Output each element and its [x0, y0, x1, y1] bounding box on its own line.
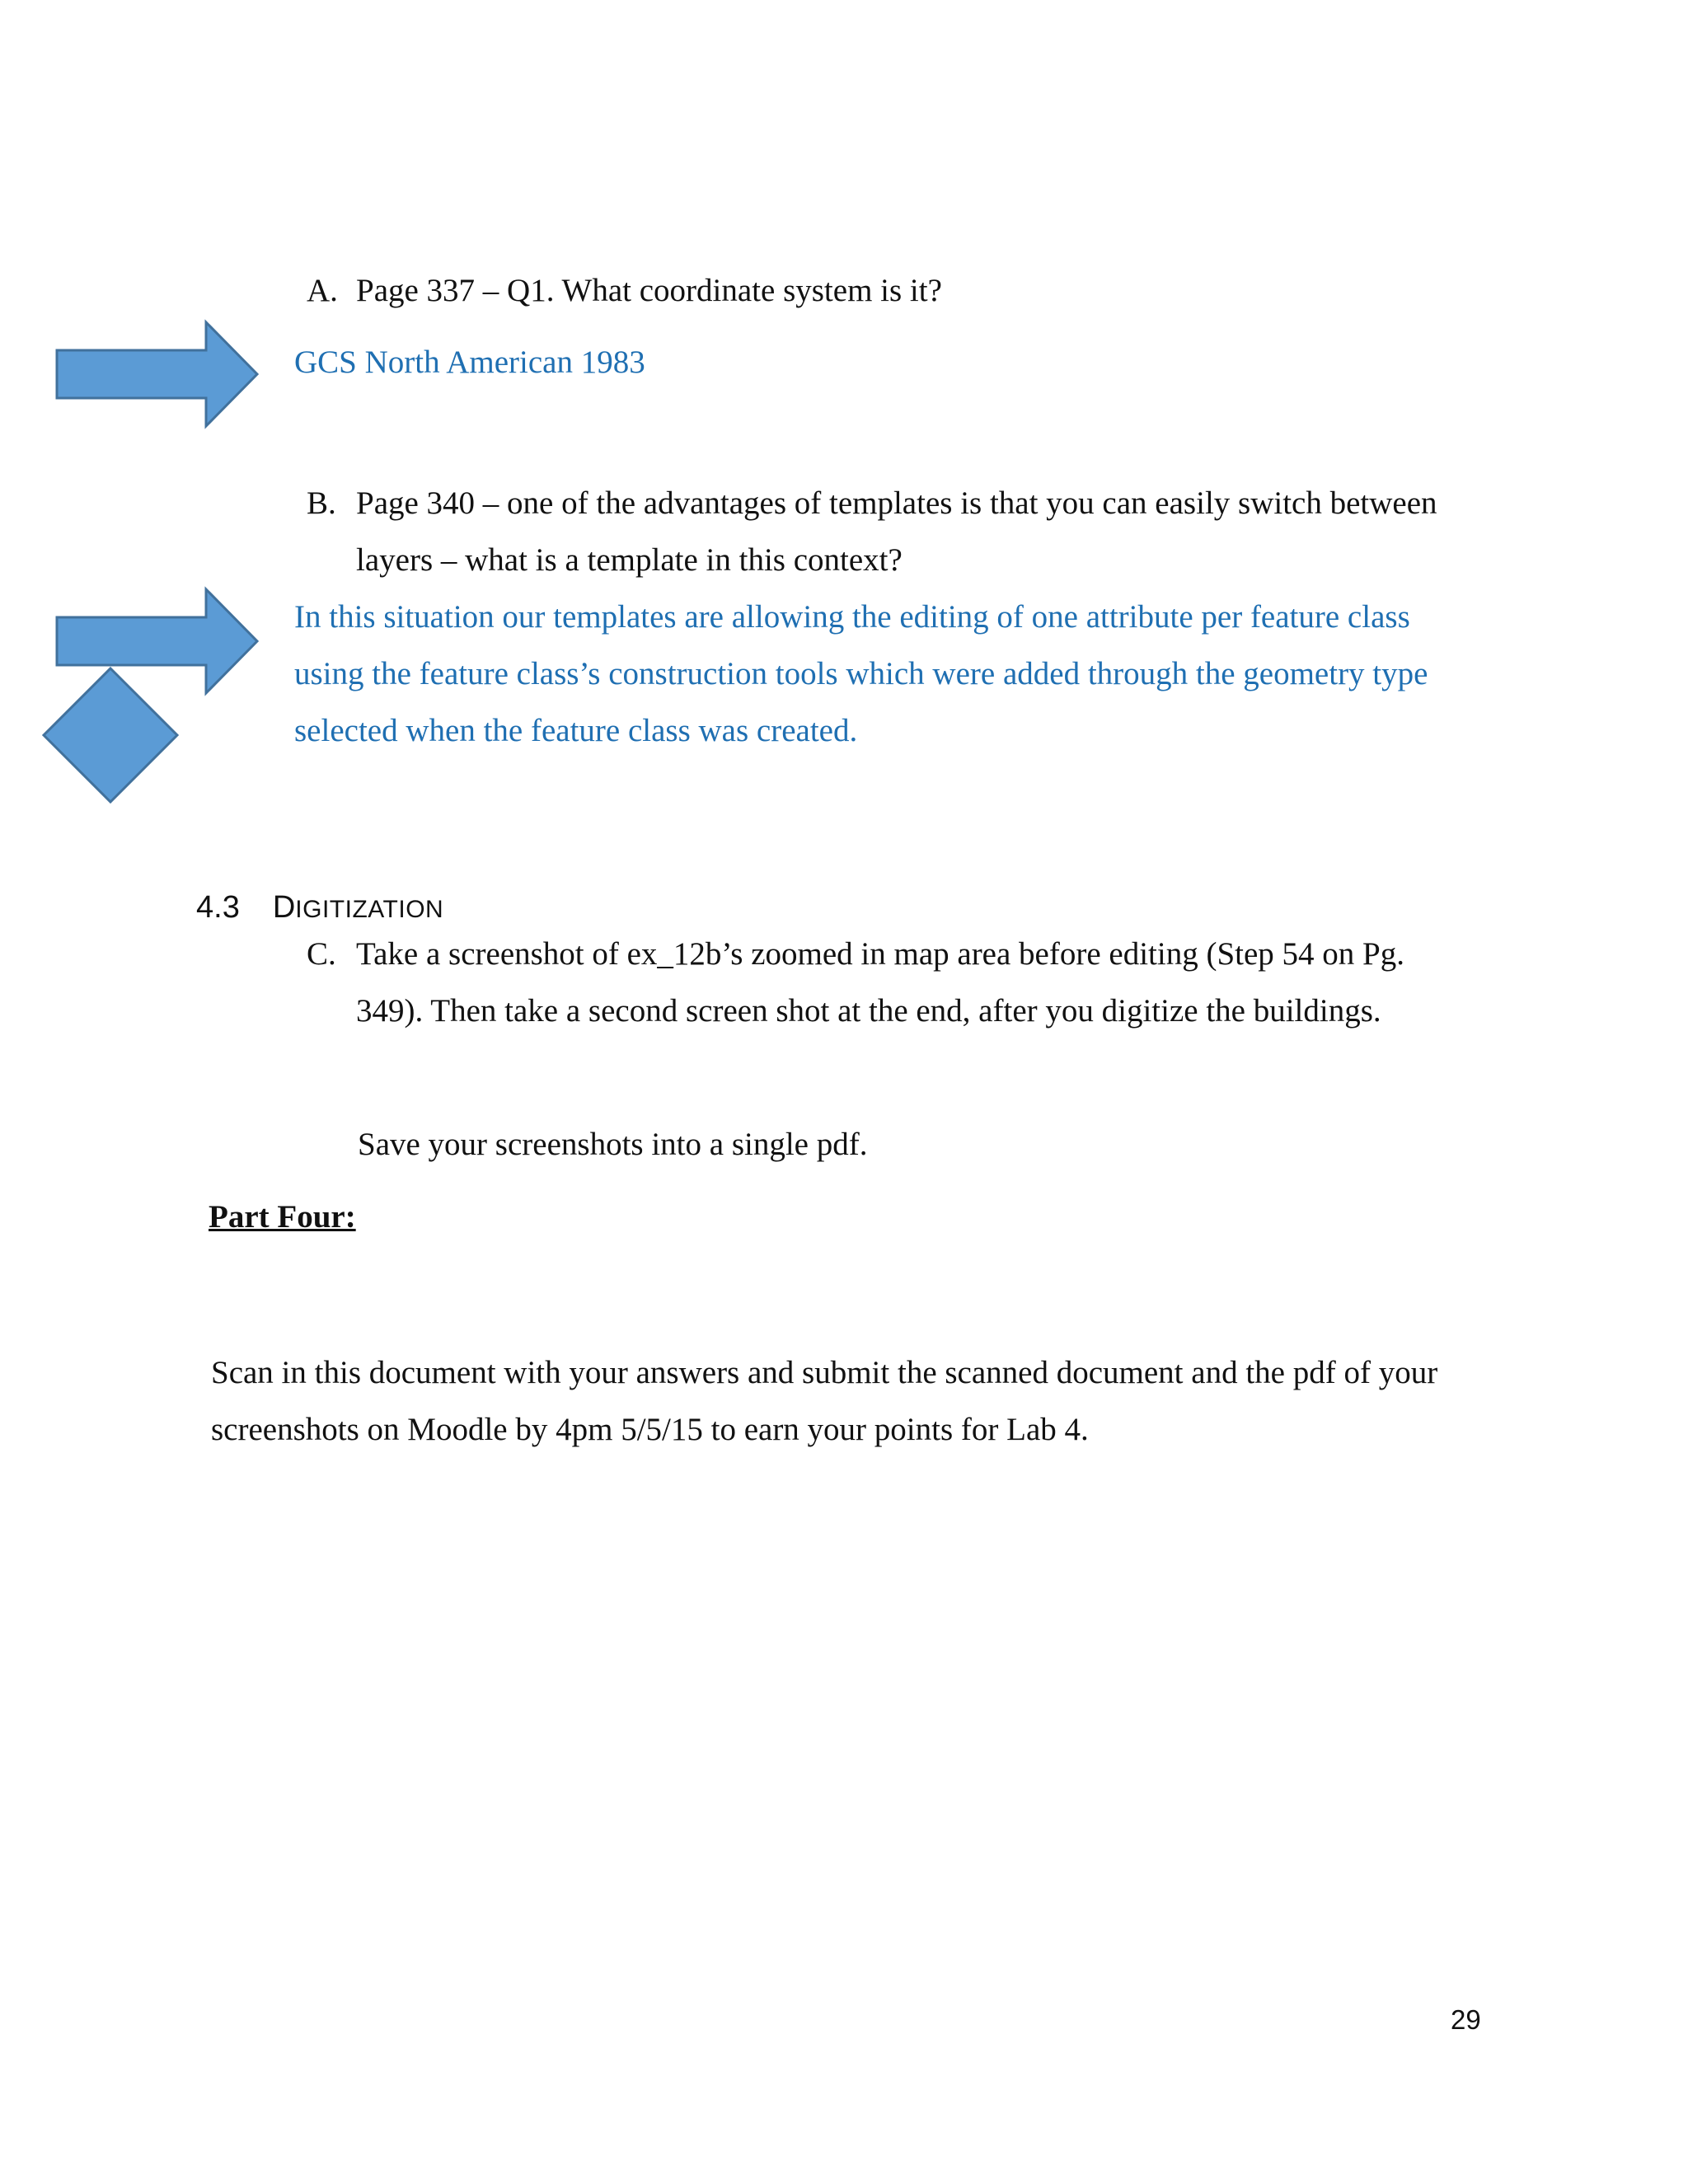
page-number: 29	[1451, 2004, 1481, 2035]
question-c-text-line1: Take a screenshot of ex_12b’s zoomed in map area before editing (Step 54 on Pg.	[356, 936, 1404, 972]
question-b-answer-line1: In this situation our templates are allowing the editing of one attribute per feature class	[294, 599, 1410, 635]
question-c-text-line2: 349). Then take a second screen shot at the end, after you digitize the buildings.	[356, 993, 1381, 1029]
diamond-shape-icon	[43, 668, 183, 808]
right-arrow-icon	[56, 321, 262, 429]
question-a-text: Page 337 – Q1. What coordinate system is it?	[356, 273, 942, 308]
part-four-heading: Part Four:	[209, 1199, 356, 1235]
part-four-line1: Scan in this document with your answers and submit the scanned document and the pdf of your	[211, 1355, 1438, 1390]
question-b-text-line1: Page 340 – one of the advantages of templates is that you can easily switch between	[356, 485, 1437, 521]
question-b-letter: B.	[307, 485, 336, 521]
question-b-answer-line2: using the feature class’s construction tools which were added through the geometry type	[294, 656, 1428, 691]
question-c-letter: C.	[307, 936, 336, 972]
part-four-line2: screenshots on Moodle by 4pm 5/5/15 to earn your points for Lab 4.	[211, 1412, 1089, 1447]
question-a-answer: GCS North American 1983	[294, 344, 645, 380]
question-b-text-line2: layers – what is a template in this context?	[356, 542, 903, 578]
section-heading	[196, 890, 443, 926]
section-number: 4.3	[196, 890, 240, 925]
section-title-initial: D	[272, 890, 296, 925]
question-b-answer-line3: selected when the feature class was created.	[294, 713, 858, 748]
question-a-letter: A.	[307, 273, 338, 308]
section-title-rest: IGITIZATION	[295, 896, 444, 923]
question-c-note: Save your screenshots into a single pdf.	[358, 1127, 868, 1162]
